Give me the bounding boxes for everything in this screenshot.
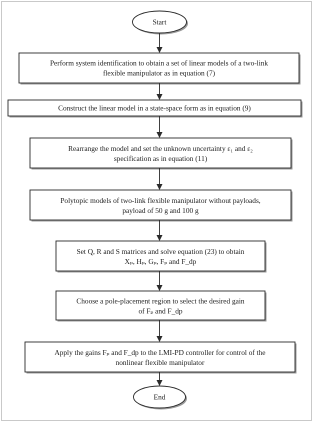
step-polytopic-models — [30, 190, 293, 222]
step-pole-placement — [56, 291, 267, 322]
step-7-line-1: Apply the gains Fₚ and F_dp to the LMI-PD controller for control of the — [54, 348, 266, 357]
step-7-line-2: nonlinear flexible manipulator — [115, 358, 205, 367]
step-2-line-1: Construct the linear model in a state-space form as in equation (9) — [58, 103, 251, 113]
end-terminal — [134, 386, 188, 410]
step-apply-gains — [25, 342, 297, 374]
end-label: End — [153, 392, 166, 402]
step-1-line-2: flexible manipulator as in equation (7) — [102, 68, 216, 78]
step-state-space-model — [8, 100, 303, 118]
step-5-line-2: Xₚ, Hₚ, Gₚ, Fₚ and F_dp — [124, 257, 197, 266]
step-5-line-1: Set Q, R and S matrices and solve equation (23) to obtain — [76, 247, 245, 256]
start-label: Start — [152, 17, 167, 27]
step-6-line-1: Choose a pole-placement region to select the desired gain — [76, 296, 245, 306]
step-solve-equation — [56, 241, 267, 273]
step-4-line-1: Polytopic models of two-link flexible manipulator without payloads, — [60, 196, 261, 205]
start-terminal — [133, 11, 189, 35]
step-uncertainty-specification — [30, 138, 293, 170]
step-3-line-1: Rearrange the model and set the unknown uncertainty ε₁ and ε₂ — [68, 144, 253, 153]
step-6-line-2: of Fₚ and F_dp — [138, 306, 183, 316]
step-3-line-2: specification as in equation (11) — [113, 154, 208, 163]
step-system-identification — [19, 53, 301, 85]
step-1-line-1: Perform system identification to obtain a set of linear models of a two-link — [49, 58, 269, 68]
step-4-line-2: payload of 50 g and 100 g — [122, 206, 199, 215]
